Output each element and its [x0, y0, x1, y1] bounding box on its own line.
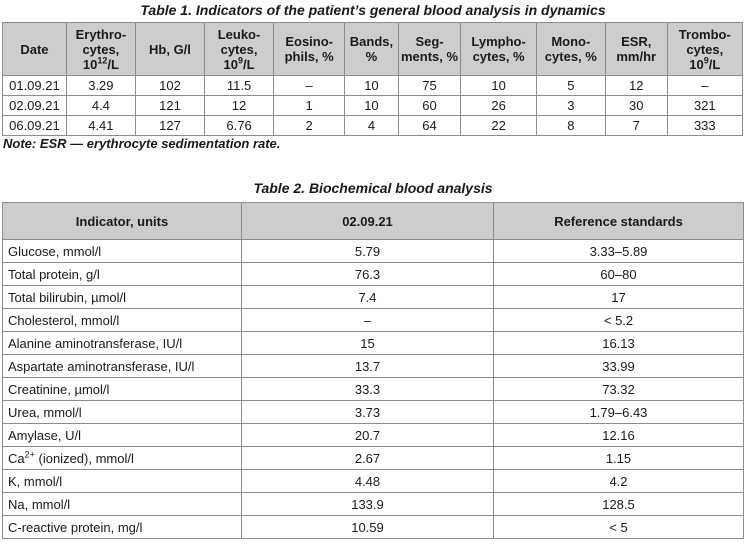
header-unit-exponent: 12	[97, 55, 108, 66]
table2-header	[3, 203, 744, 240]
indicator-cell	[3, 309, 242, 332]
header-line: ESR,	[621, 34, 652, 49]
table-cell: 10	[461, 76, 536, 96]
table-cell: 64	[398, 116, 461, 136]
table2-body	[3, 240, 744, 539]
indicator-name: Ca	[8, 450, 25, 466]
table-cell: 60	[398, 96, 461, 116]
reference-cell: 60–80	[494, 263, 744, 286]
indicator-name: Urea, mmol/l	[8, 404, 82, 420]
table-row	[3, 263, 744, 286]
indicator-name: Glucose, mmol/l	[8, 243, 102, 259]
table-row	[3, 355, 744, 378]
header-line: Leuko-	[217, 26, 261, 42]
header-line: Mono-	[551, 34, 591, 49]
table1-column-header	[667, 23, 742, 76]
reference-cell: 1.15	[494, 447, 744, 470]
header-unit: /L	[708, 56, 721, 72]
table1-column-header	[205, 23, 274, 76]
table-row	[3, 447, 744, 470]
table-cell: 1	[274, 96, 345, 116]
indicator-name: Aspartate aminotransferase, IU/l	[8, 358, 195, 374]
table-cell: 102	[135, 76, 204, 96]
table-row	[3, 493, 744, 516]
table-cell: 7	[605, 116, 667, 136]
indicator-superscript: 2+	[24, 449, 35, 460]
table1-header	[3, 23, 743, 76]
header-unit: /L	[243, 56, 255, 72]
header-unit-exponent: 9	[237, 55, 243, 66]
table-row	[3, 516, 744, 539]
table-cell: 06.09.21	[3, 116, 67, 136]
table-row	[3, 286, 744, 309]
table2-column-header: Reference standards	[494, 203, 744, 240]
indicator-name: Alanine aminotransferase, IU/l	[8, 335, 183, 351]
indicator-name: Na, mmol/l	[8, 496, 71, 512]
indicator-name-rest: (ionized), mmol/l	[34, 450, 134, 466]
table-cell: 75	[398, 76, 461, 96]
table-cell: 26	[461, 96, 536, 116]
table-cell: 01.09.21	[3, 76, 67, 96]
table-cell: 3.29	[66, 76, 135, 96]
header-unit: /L	[107, 56, 119, 72]
table-cell: 4.41	[66, 116, 135, 136]
header-line: Date	[20, 41, 49, 57]
reference-cell: < 5.2	[494, 309, 744, 332]
reference-cell: 17	[494, 286, 744, 309]
table1-column-header	[536, 23, 605, 76]
indicator-name: C-reactive protein, mg/l	[8, 519, 143, 535]
value-cell: 4.48	[242, 470, 494, 493]
table-cell: 333	[667, 116, 742, 136]
table-cell: 127	[135, 116, 204, 136]
header-line: Hb, G/l	[149, 41, 191, 57]
value-cell: 7.4	[242, 286, 494, 309]
header-line: cytes,	[686, 41, 724, 57]
reference-cell: 128.5	[494, 493, 744, 516]
reference-cell: 33.99	[494, 355, 744, 378]
value-cell: 13.7	[242, 355, 494, 378]
indicator-cell	[3, 240, 242, 263]
indicator-cell	[3, 286, 242, 309]
reference-cell: 3.33–5.89	[494, 240, 744, 263]
table-cell: 8	[536, 116, 605, 136]
table-row	[3, 378, 744, 401]
value-cell: 33.3	[242, 378, 494, 401]
table1-caption: Table 1. Indicators of the patient’s general blood analysis in dynamics	[140, 2, 606, 18]
value-cell: 10.59	[242, 516, 494, 539]
table-cell: 2	[274, 116, 345, 136]
table-cell: 10	[345, 76, 398, 96]
indicator-cell	[3, 263, 242, 286]
reference-cell: 1.79–6.43	[494, 401, 744, 424]
header-unit: 10	[689, 56, 704, 72]
value-cell: –	[242, 309, 494, 332]
table2-column-header: 02.09.21	[242, 203, 494, 240]
table1-body	[3, 76, 743, 136]
header-line: phils, %	[284, 49, 334, 64]
reference-cell: < 5	[494, 516, 744, 539]
table-row	[3, 332, 744, 355]
reference-cell: 12.16	[494, 424, 744, 447]
table2-column-header: Indicator, units	[3, 203, 242, 240]
indicator-name: Creatinine, µmol/l	[8, 381, 110, 397]
table1-column-header	[3, 23, 67, 76]
biochemical-analysis-table	[2, 202, 744, 539]
table-cell: 22	[461, 116, 536, 136]
table-row	[3, 470, 744, 493]
indicator-cell	[3, 401, 242, 424]
indicator-name: Total bilirubin, µmol/l	[8, 289, 127, 305]
table-cell: 12	[205, 96, 274, 116]
header-unit: 10	[223, 56, 238, 72]
header-line: cytes, %	[472, 49, 525, 64]
table1-note: Note: ESR — erythrocyte sedimentation rate.	[3, 136, 281, 151]
header-line: Lympho-	[471, 34, 526, 49]
table2-caption: Table 2. Biochemical blood analysis	[253, 180, 493, 196]
indicator-cell	[3, 516, 242, 539]
table-row	[3, 401, 744, 424]
indicator-name: Total protein, g/l	[8, 266, 100, 282]
header-line: mm/hr	[616, 49, 657, 64]
table-cell: –	[667, 76, 742, 96]
indicator-cell	[3, 424, 242, 447]
indicator-cell	[3, 470, 242, 493]
value-cell: 3.73	[242, 401, 494, 424]
table-row	[3, 116, 743, 136]
header-line: Seg-	[415, 34, 444, 49]
header-unit: 10	[82, 56, 98, 72]
table-cell: 4.4	[66, 96, 135, 116]
table-cell: 5	[536, 76, 605, 96]
table-row	[3, 76, 743, 96]
table-cell: –	[274, 76, 345, 96]
table-cell: 3	[536, 96, 605, 116]
indicator-name: K, mmol/l	[8, 473, 63, 489]
indicator-cell	[3, 493, 242, 516]
table1-column-header	[135, 23, 204, 76]
header-line: Erythro-	[75, 26, 127, 42]
value-cell: 15	[242, 332, 494, 355]
table1-column-header	[66, 23, 135, 76]
table1-column-header	[461, 23, 536, 76]
header-unit-exponent: 9	[703, 55, 709, 66]
reference-cell: 16.13	[494, 332, 744, 355]
reference-cell: 73.32	[494, 378, 744, 401]
indicator-cell	[3, 378, 242, 401]
table-cell: 10	[345, 96, 398, 116]
header-line: Trombo-	[678, 26, 731, 42]
table-cell: 11.5	[205, 76, 274, 96]
table-cell: 30	[605, 96, 667, 116]
table-cell: 12	[605, 76, 667, 96]
table-row	[3, 309, 744, 332]
header-line: cytes, %	[544, 49, 597, 64]
table-cell: 4	[345, 116, 398, 136]
indicator-name: Amylase, U/l	[8, 427, 81, 443]
header-line: Bands,	[349, 34, 394, 49]
header-line: ments, %	[400, 49, 459, 64]
table-cell: 121	[135, 96, 204, 116]
table-cell: 321	[667, 96, 742, 116]
table1-column-header	[605, 23, 667, 76]
value-cell: 76.3	[242, 263, 494, 286]
table1-column-header	[398, 23, 461, 76]
table-row	[3, 424, 744, 447]
value-cell: 5.79	[242, 240, 494, 263]
indicator-cell	[3, 355, 242, 378]
value-cell: 133.9	[242, 493, 494, 516]
indicator-name: Cholesterol, mmol/l	[8, 312, 120, 328]
reference-cell: 4.2	[494, 470, 744, 493]
value-cell: 20.7	[242, 424, 494, 447]
table-cell: 02.09.21	[3, 96, 67, 116]
header-line: cytes,	[82, 41, 120, 57]
table-cell: 6.76	[205, 116, 274, 136]
value-cell: 2.67	[242, 447, 494, 470]
indicator-cell	[3, 332, 242, 355]
header-line: %	[365, 49, 378, 64]
table-row	[3, 96, 743, 116]
table1-column-header	[274, 23, 345, 76]
table-row	[3, 240, 744, 263]
header-line: cytes,	[220, 41, 258, 57]
blood-analysis-table	[2, 22, 743, 136]
indicator-cell	[3, 447, 242, 470]
header-line: Eosino-	[285, 34, 333, 49]
table1-column-header	[345, 23, 398, 76]
